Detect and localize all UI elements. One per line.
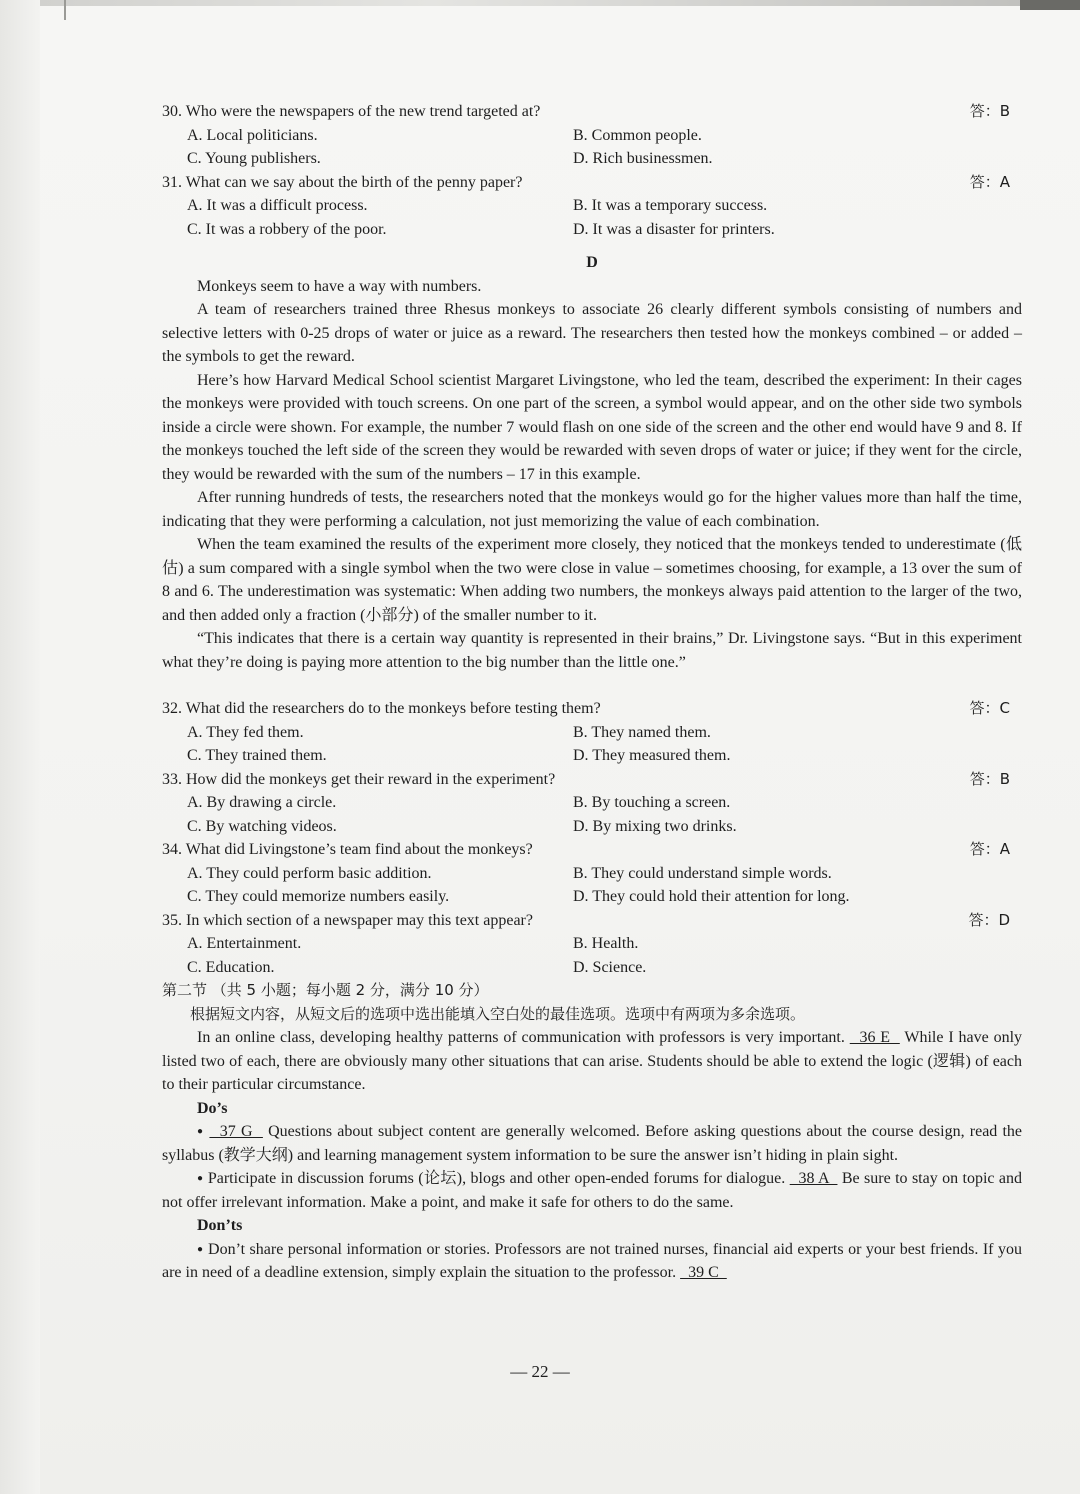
option-c: C. They could memorize numbers easily. xyxy=(187,888,450,905)
option-d: D. Rich businessmen. xyxy=(573,150,713,167)
question-number: 31. xyxy=(162,173,182,191)
dos-item-2 xyxy=(162,1167,1022,1214)
donts-item-text: Don’t share personal information or stories. Professors are not trained nurses, financial aid experts or your best friends. If you are in need of a deadline extension, simply explain the situation to the professor. xyxy=(162,1240,1022,1281)
dos-item-text-2: Be sure to stay on topic and not offer irrelevant information. Make a point, and make it safe for others to do the same. xyxy=(162,1170,1022,1211)
option-b: B. They named them. xyxy=(573,723,711,741)
intro-text: In an online class, developing healthy patterns of communication with professors is very important. xyxy=(197,1029,845,1046)
question-text: What did Livingstone’s team find about the monkeys? xyxy=(185,841,533,858)
passage-paragraph: Here’s how Harvard Medical School scientist Margaret Livingstone, who led the team, described the experiment: In their cages the monkeys were provided with touch screens. On one part of the screen, a symbol would appear, and on the other side two symbols inside a circle were shown. For example, the number 7 would flash on one side of the screen and the other end would have 9 and 8. If the monkeys touched the left side of the screen they would be rewarded with seven drops of water or juice; if they went for the circle, they would be rewarded with the sum of the numbers – 17 in this example. xyxy=(162,371,1022,483)
option-c: C. Young publishers. xyxy=(187,150,321,167)
options xyxy=(162,932,1022,979)
option-b: B. Health. xyxy=(573,935,639,952)
passage-paragraph: “This indicates that there is a certain way quantity is represented in their brains,” Dr. Livingstone says. “But in this experiment what they’re doing is paying more attention to the big number than the little one.” xyxy=(162,630,1022,671)
option-a: A. They fed them. xyxy=(187,723,304,741)
part2-instruction: 根据短文内容，从短文后的选项中选出能填入空白处的最佳选项。选项中有两项为多余选项。 xyxy=(190,1004,806,1023)
part2-heading: 第二节 （共 5 小题；每小题 2 分，满分 10 分） xyxy=(162,981,489,999)
dos-item-text: Questions about subject content are generally welcomed. Before asking questions about the course design, read the syllabus (教学大纲) and learning management system information to be sure the answer isn’t hiding in plain sight. xyxy=(162,1123,1023,1164)
cloze-intro xyxy=(162,1026,1022,1097)
intro-text-2: While I have only listed two of each, there are obviously many other situations that can arise. Students should be able to extend the logic (逻辑) of each to their particular circumstance. xyxy=(162,1029,1023,1093)
page-content xyxy=(162,100,1022,1285)
option-d: D. They could hold their attention for long. xyxy=(573,888,850,905)
passage-paragraph: Monkeys seem to have a way with numbers. xyxy=(197,277,482,295)
question-text: What can we say about the birth of the penny paper? xyxy=(185,173,523,191)
question-number: 34. xyxy=(162,841,182,858)
question-text: In which section of a newspaper may this text appear? xyxy=(186,911,533,929)
answer-blank-39: 39 C xyxy=(680,1264,727,1281)
answer-key: 答：B xyxy=(969,102,1010,120)
bullet-icon: ● xyxy=(197,1126,205,1137)
answer-blank-37: 37 G xyxy=(209,1123,263,1140)
dos-heading: Do’s xyxy=(197,1099,228,1117)
option-a: A. They could perform basic addition. xyxy=(187,864,432,882)
scan-edge-top xyxy=(0,0,1080,6)
bullet-icon: ● xyxy=(197,1243,204,1255)
options xyxy=(162,862,1022,909)
option-a: A. Entertainment. xyxy=(187,935,302,952)
passage-paragraph: When the team examined the results of the experiment more closely, they noticed that the monkeys tended to underestimate (低估) a sum compared with a single symbol when the two were close in value – sometimes choosing, for example, a 13 over the sum of 8 and 6. The underestimation was systematic: When adding two numbers, the monkeys always paid attention to the larger of the two, and then added only a fraction (小部分) of the smaller number to it. xyxy=(162,536,1022,624)
answer-key: 答：D xyxy=(968,910,1010,929)
passage-paragraph: A team of researchers trained three Rhesus monkeys to associate 26 clearly different symbols consisting of numbers and selective letters with 0-25 drops of water or juice as a reward. The researchers then tested how the monkeys combined – or added – the symbols to get the reward. xyxy=(162,301,1022,365)
question-number: 33. xyxy=(162,770,182,788)
option-b: B. Common people. xyxy=(573,126,702,144)
answer-key: 答：B xyxy=(969,769,1010,788)
answer-blank-36: 36 E xyxy=(849,1029,900,1046)
question-text: How did the monkeys get their reward in the experiment? xyxy=(186,770,556,788)
options xyxy=(162,721,1022,768)
option-c: C. By watching videos. xyxy=(187,817,337,835)
scan-edge-right xyxy=(1020,0,1080,10)
option-b: B. It was a temporary success. xyxy=(573,197,768,214)
question-35 xyxy=(162,909,1022,980)
dos-item-text: Participate in discussion forums (论坛), blogs and other open-ended forums for dialogue. xyxy=(207,1170,786,1187)
option-d: D. They measured them. xyxy=(573,747,731,764)
option-b: B. By touching a screen. xyxy=(573,794,731,811)
option-d: D. It was a disaster for printers. xyxy=(573,220,775,238)
option-c: C. Education. xyxy=(187,958,275,976)
question-number: 35. xyxy=(162,911,182,929)
bullet-icon: ● xyxy=(197,1173,204,1184)
options xyxy=(162,791,1022,838)
donts-heading: Don’ts xyxy=(197,1217,243,1234)
option-b: B. They could understand simple words. xyxy=(573,864,832,882)
options xyxy=(162,124,1022,171)
question-33 xyxy=(162,768,1022,839)
question-text: What did the researchers do to the monkeys before testing them? xyxy=(185,700,601,717)
question-30 xyxy=(162,100,1022,171)
option-d: D. By mixing two drinks. xyxy=(573,817,737,835)
passage-paragraph: After running hundreds of tests, the researchers noted that the monkeys would go for the higher values more than half the time, indicating that they were performing a calculation, not just memorizing the value of each combination. xyxy=(162,489,1022,530)
option-d: D. Science. xyxy=(573,958,647,976)
donts-item-1 xyxy=(162,1238,1022,1285)
question-32 xyxy=(162,697,1022,768)
answer-key: 答：A xyxy=(969,840,1010,858)
answer-blank-38: 38 A xyxy=(789,1170,838,1187)
page-number: — 22 — xyxy=(510,1362,570,1381)
question-number: 32. xyxy=(162,700,182,717)
question-34 xyxy=(162,838,1022,909)
answer-key: 答：C xyxy=(969,699,1010,717)
scan-edge-left xyxy=(0,0,40,1494)
option-a: A. It was a difficult process. xyxy=(187,197,368,214)
question-text: Who were the newspapers of the new trend targeted at? xyxy=(185,103,541,120)
dos-item-1 xyxy=(162,1120,1022,1167)
spacer xyxy=(162,674,1022,697)
question-31 xyxy=(162,171,1022,242)
options xyxy=(162,194,1022,241)
answer-key: 答：A xyxy=(969,172,1010,191)
option-c: C. They trained them. xyxy=(187,747,327,764)
option-a: A. Local politicians. xyxy=(187,126,318,144)
option-a: A. By drawing a circle. xyxy=(187,794,337,811)
scan-mark xyxy=(64,0,66,20)
option-c: C. It was a robbery of the poor. xyxy=(187,220,387,238)
section-title: D xyxy=(586,254,598,271)
question-number: 30. xyxy=(162,103,182,120)
